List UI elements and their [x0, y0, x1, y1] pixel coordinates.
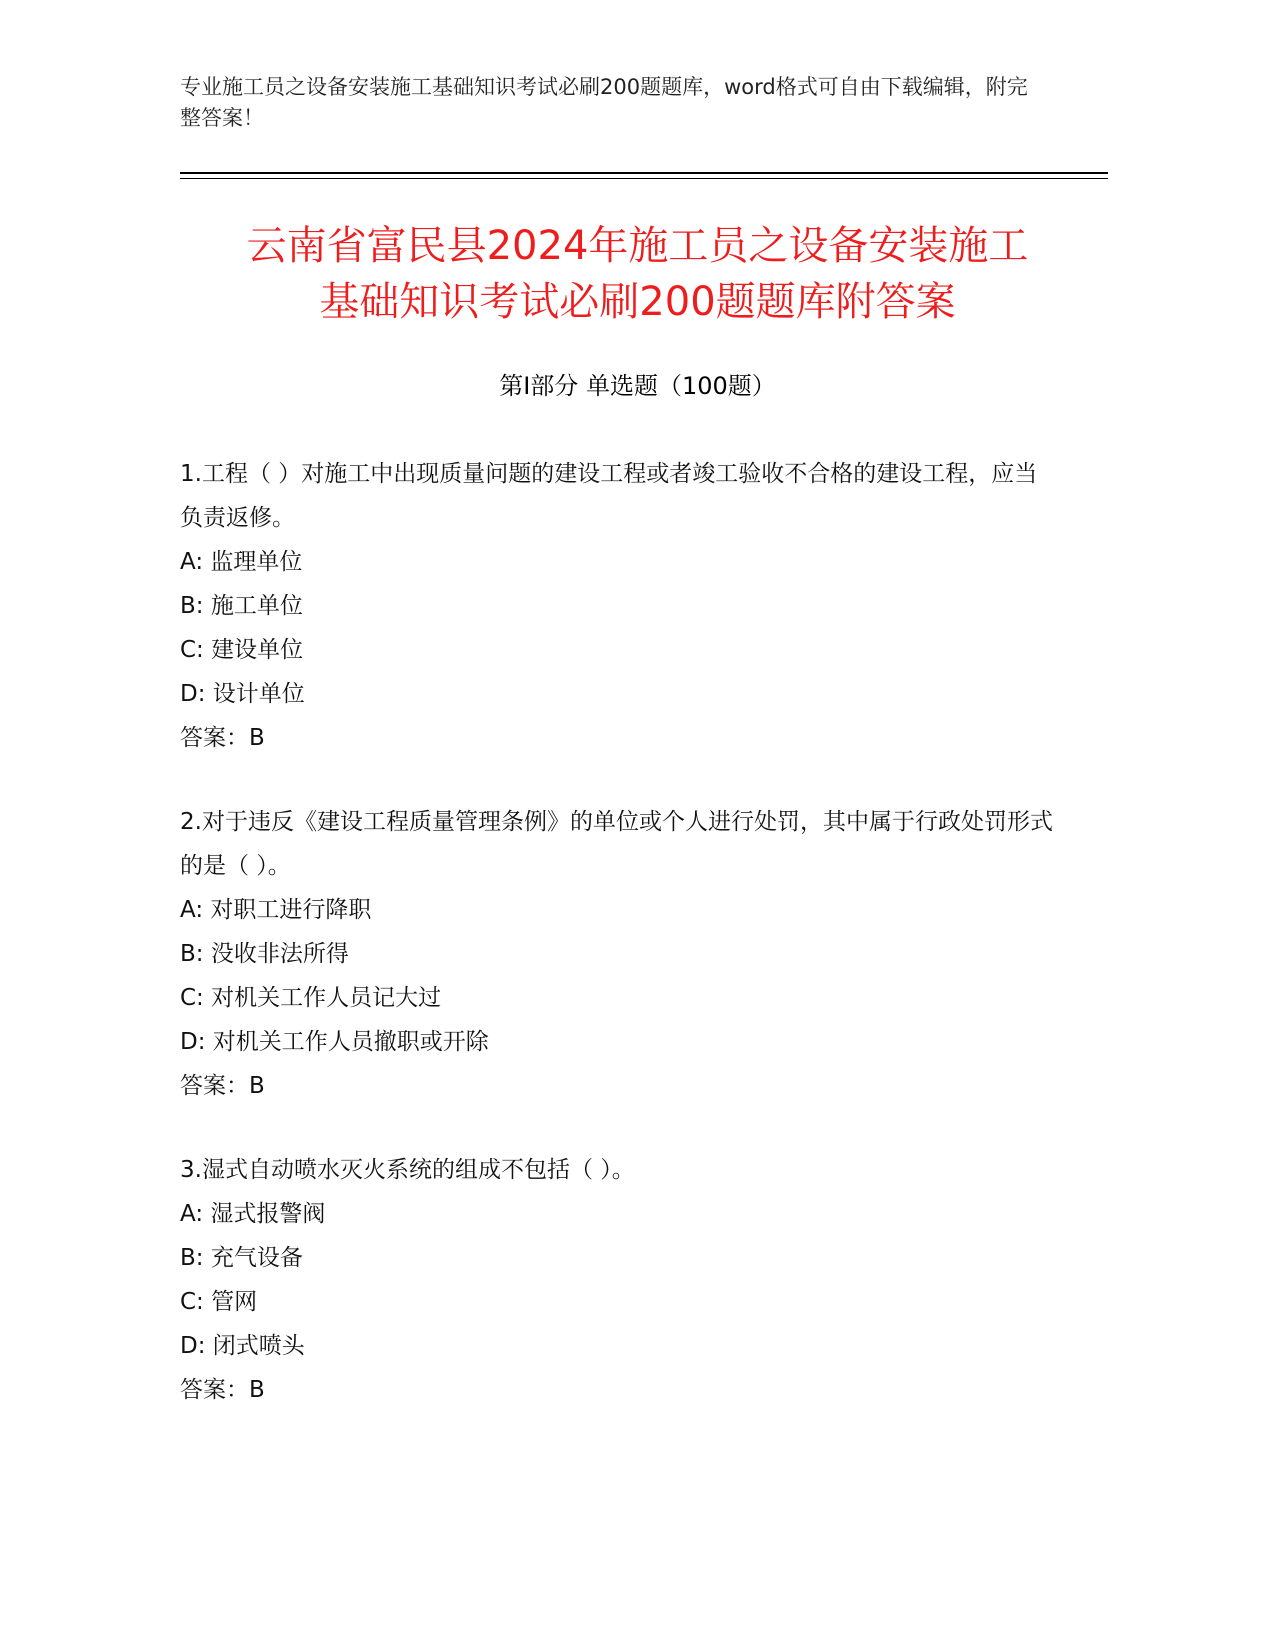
- question-stem: 2.对于违反《建设工程质量管理条例》的单位或个人进行处罚，其中属于行政处罚形式的是（ ）。: [180, 809, 1053, 879]
- header-divider-thick: [180, 172, 1108, 174]
- option-b: B: 没收非法所得: [180, 941, 349, 967]
- option-d: D: 设计单位: [180, 681, 305, 707]
- question-2: [180, 800, 1060, 1108]
- option-c: C: 建设单位: [180, 637, 304, 663]
- option-d: D: 闭式喷头: [180, 1333, 305, 1359]
- section-title: 第Ⅰ部分 单选题（100题）: [499, 372, 776, 400]
- document-title-line-2: 基础知识考试必刷200题题库附答案: [319, 279, 956, 325]
- header-divider-thin: [180, 178, 1108, 179]
- option-a: A: 湿式报警阀: [180, 1201, 326, 1227]
- question-3: [180, 1148, 1060, 1412]
- question-stem: 3.湿式自动喷水灭火系统的组成不包括（ ）。: [180, 1157, 635, 1183]
- option-a: A: 对职工进行降职: [180, 897, 372, 923]
- option-b: B: 施工单位: [180, 593, 303, 619]
- option-c: C: 管网: [180, 1289, 258, 1315]
- document-title: [150, 218, 1125, 330]
- question-stem: 1.工程（ ）对施工中出现质量问题的建设工程或者竣工验收不合格的建设工程，应当负责返修。: [180, 461, 1038, 531]
- header-note: 专业施工员之设备安装施工基础知识考试必刷200题题库，word格式可自由下载编辑，附完整答案！: [180, 75, 1028, 130]
- answer: 答案：B: [180, 1377, 265, 1403]
- option-a: A: 监理单位: [180, 549, 303, 575]
- option-d: D: 对机关工作人员撤职或开除: [180, 1029, 489, 1055]
- question-1: [180, 452, 1060, 760]
- answer: 答案：B: [180, 1073, 265, 1099]
- option-c: C: 对机关工作人员记大过: [180, 985, 442, 1011]
- answer: 答案：B: [180, 725, 265, 751]
- option-b: B: 充气设备: [180, 1245, 303, 1271]
- document-title-line-1: 云南省富民县2024年施工员之设备安装施工: [246, 223, 1029, 269]
